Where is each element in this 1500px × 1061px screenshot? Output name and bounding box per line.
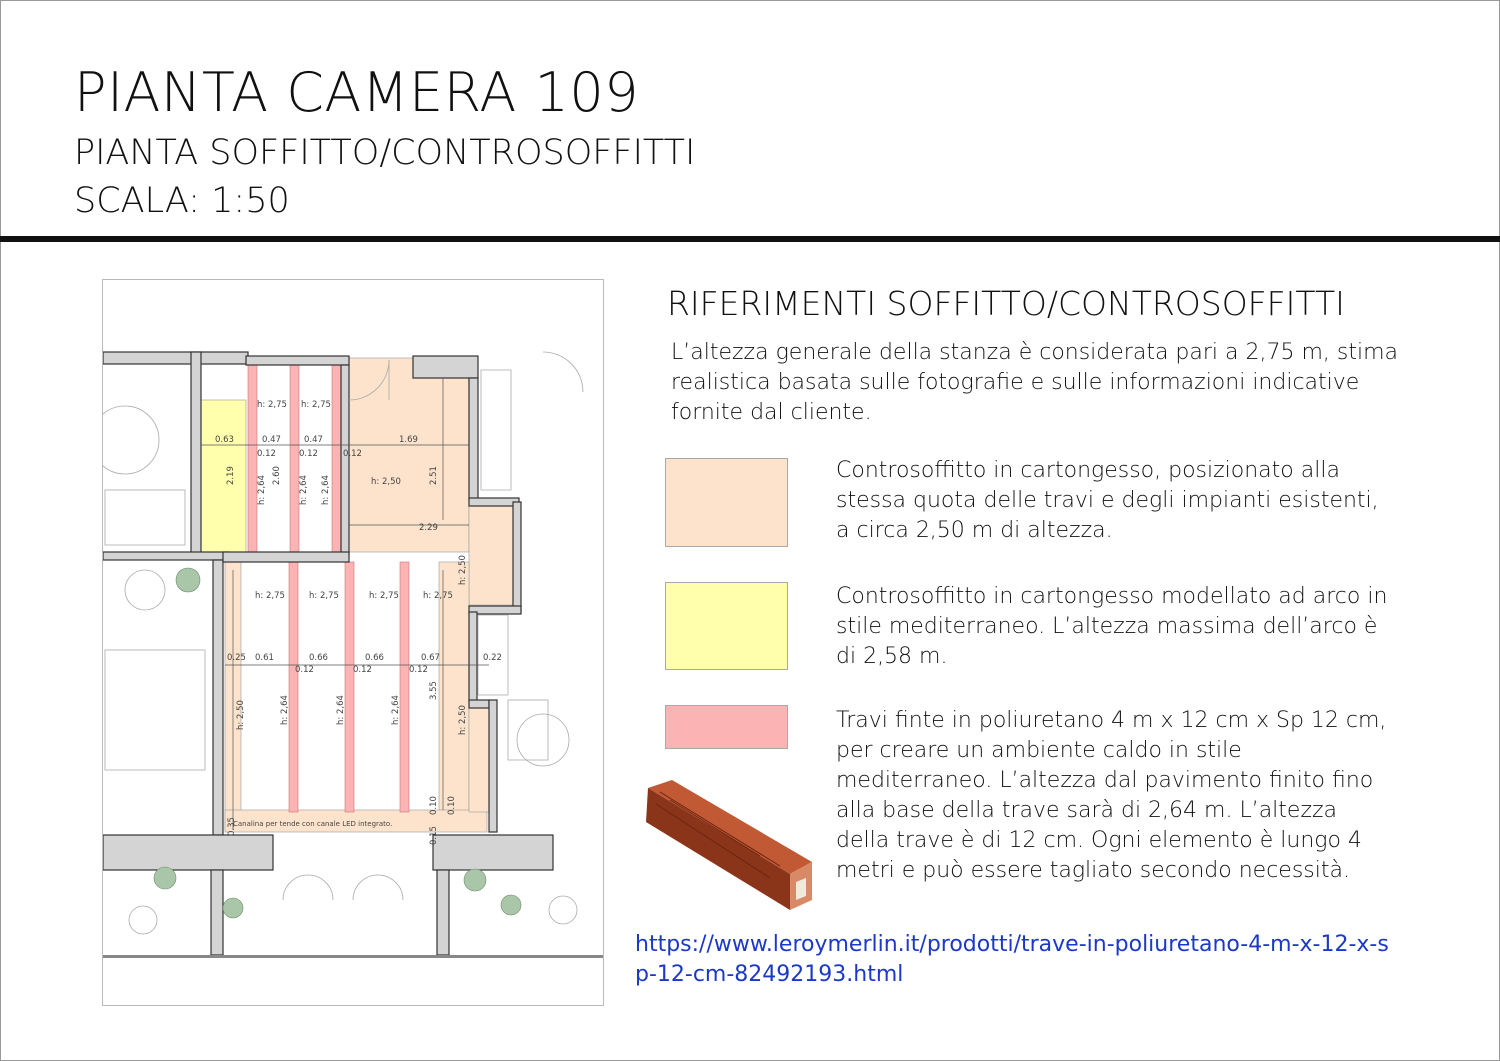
dimension-label: 0.12	[343, 449, 362, 459]
height-label: h: 2,50	[458, 555, 468, 585]
beam-lower-2	[345, 562, 354, 812]
height-label: h: 2,75	[423, 591, 453, 601]
curtain-track-note: Canalina per tende con canale LED integrato.	[233, 820, 393, 828]
plasterboard-ceiling-right-niche	[469, 700, 489, 812]
product-link[interactable]: https://www.leroymerlin.it/prodotti/trave-in-poliuretano-4-m-x-12-x-sp-12-cm-82492193.html	[635, 932, 1389, 987]
dimension-label: 0.15	[429, 826, 439, 845]
height-label: h: 2,64	[280, 695, 290, 725]
dimension-label: 2.51	[429, 466, 439, 485]
height-label: h: 2,75	[257, 400, 287, 410]
beam-upper-3	[332, 365, 341, 552]
dimension-label: 0.47	[262, 435, 281, 445]
dimension-label: 0.25	[227, 653, 246, 663]
dimension-label: 2.60	[272, 466, 282, 485]
legend-text-plasterboard-ceiling: Controsoffitto in cartongesso, posizionato alla stessa quota delle travi e degli impianti esistenti, a circa 2,50 m di altezza.	[836, 458, 1379, 543]
dimension-label: 3.55	[429, 681, 439, 700]
legend-text-fake-beams: Travi finte in poliuretano 4 m x 12 cm x Sp 12 cm, per creare un ambiente caldo in stile mediterraneo. L’altezza dal pavimento finito fino alla base della trave sarà di 2,64 m. L’altezza della trave è di 12 cm. Ogni elemento è lungo 4 metri e può essere tagliato secondo necessità.	[836, 708, 1387, 883]
height-label: h: 2,64	[257, 475, 267, 505]
height-label: h: 2,64	[321, 475, 331, 505]
ceiling-floor-plan	[102, 279, 604, 1006]
plan-drawing	[103, 280, 603, 1005]
beam-lower-3	[400, 562, 409, 812]
height-label: h: 2,64	[391, 695, 401, 725]
dimension-label: 0.10	[429, 796, 439, 815]
height-label: h: 2,64	[299, 475, 309, 505]
legend-swatch-plasterboard-ceiling	[665, 458, 788, 547]
scale-label: SCALA: 1:50	[74, 181, 290, 221]
header-divider	[0, 236, 1500, 242]
dimension-label: 0.35	[227, 817, 237, 836]
dimension-label: 0.10	[447, 796, 457, 815]
height-label: h: 2,75	[301, 400, 331, 410]
dimension-label: 0.12	[409, 665, 428, 675]
polyurethane-beam-image	[640, 770, 815, 919]
dimension-label: 0.67	[421, 653, 440, 663]
plasterboard-ceiling-upper	[349, 358, 469, 552]
references-heading: RIFERIMENTI SOFFITTO/CONTROSOFFITTI	[667, 284, 1345, 323]
references-intro: L’altezza generale della stanza è considerata pari a 2,75 m, stima realistica basata sulle fotografie e sulle informazioni indicative fornite dal cliente.	[671, 340, 1398, 425]
arch-ceiling-zone	[201, 400, 246, 552]
height-label: h: 2,64	[336, 695, 346, 725]
legend-swatch-fake-beams	[665, 705, 788, 749]
height-label: h: 2,75	[369, 591, 399, 601]
beam-upper-1	[248, 365, 257, 552]
height-label: h: 2,50	[371, 477, 401, 487]
dimension-label: 2.19	[226, 466, 236, 485]
legend-swatch-arch-ceiling	[665, 582, 788, 670]
dimension-label: 0.12	[299, 449, 318, 459]
dimension-label: 0.66	[309, 653, 328, 663]
page-subtitle: PIANTA SOFFITTO/CONTROSOFFITTI	[74, 133, 696, 173]
dimension-label: 0.12	[295, 665, 314, 675]
legend-text-arch-ceiling: Controsoffitto in cartongesso modellato ad arco in stile mediterraneo. L’altezza massima dell’arco è di 2,58 m.	[836, 584, 1388, 669]
dimension-label: 0.61	[255, 653, 274, 663]
dimension-label: 0.47	[304, 435, 323, 445]
beam-lower-1	[289, 562, 298, 812]
dimension-label: 0.22	[483, 653, 502, 663]
dimension-label: 1.69	[399, 435, 418, 445]
page-title: PIANTA CAMERA 109	[74, 61, 640, 124]
height-label: h: 2,50	[458, 705, 468, 735]
height-label: h: 2,50	[236, 700, 246, 730]
dimension-label: 0.63	[215, 435, 234, 445]
plasterboard-ceiling-lower-right	[439, 562, 469, 830]
dimension-label: 0.66	[365, 653, 384, 663]
plasterboard-ceiling-wardrobe	[469, 505, 513, 605]
dimension-label: 2.29	[419, 523, 438, 533]
dimension-label: 0.12	[257, 449, 276, 459]
height-label: h: 2,75	[309, 591, 339, 601]
beam-upper-2	[290, 365, 299, 552]
dimension-label: 0.12	[353, 665, 372, 675]
height-label: h: 2,75	[255, 591, 285, 601]
